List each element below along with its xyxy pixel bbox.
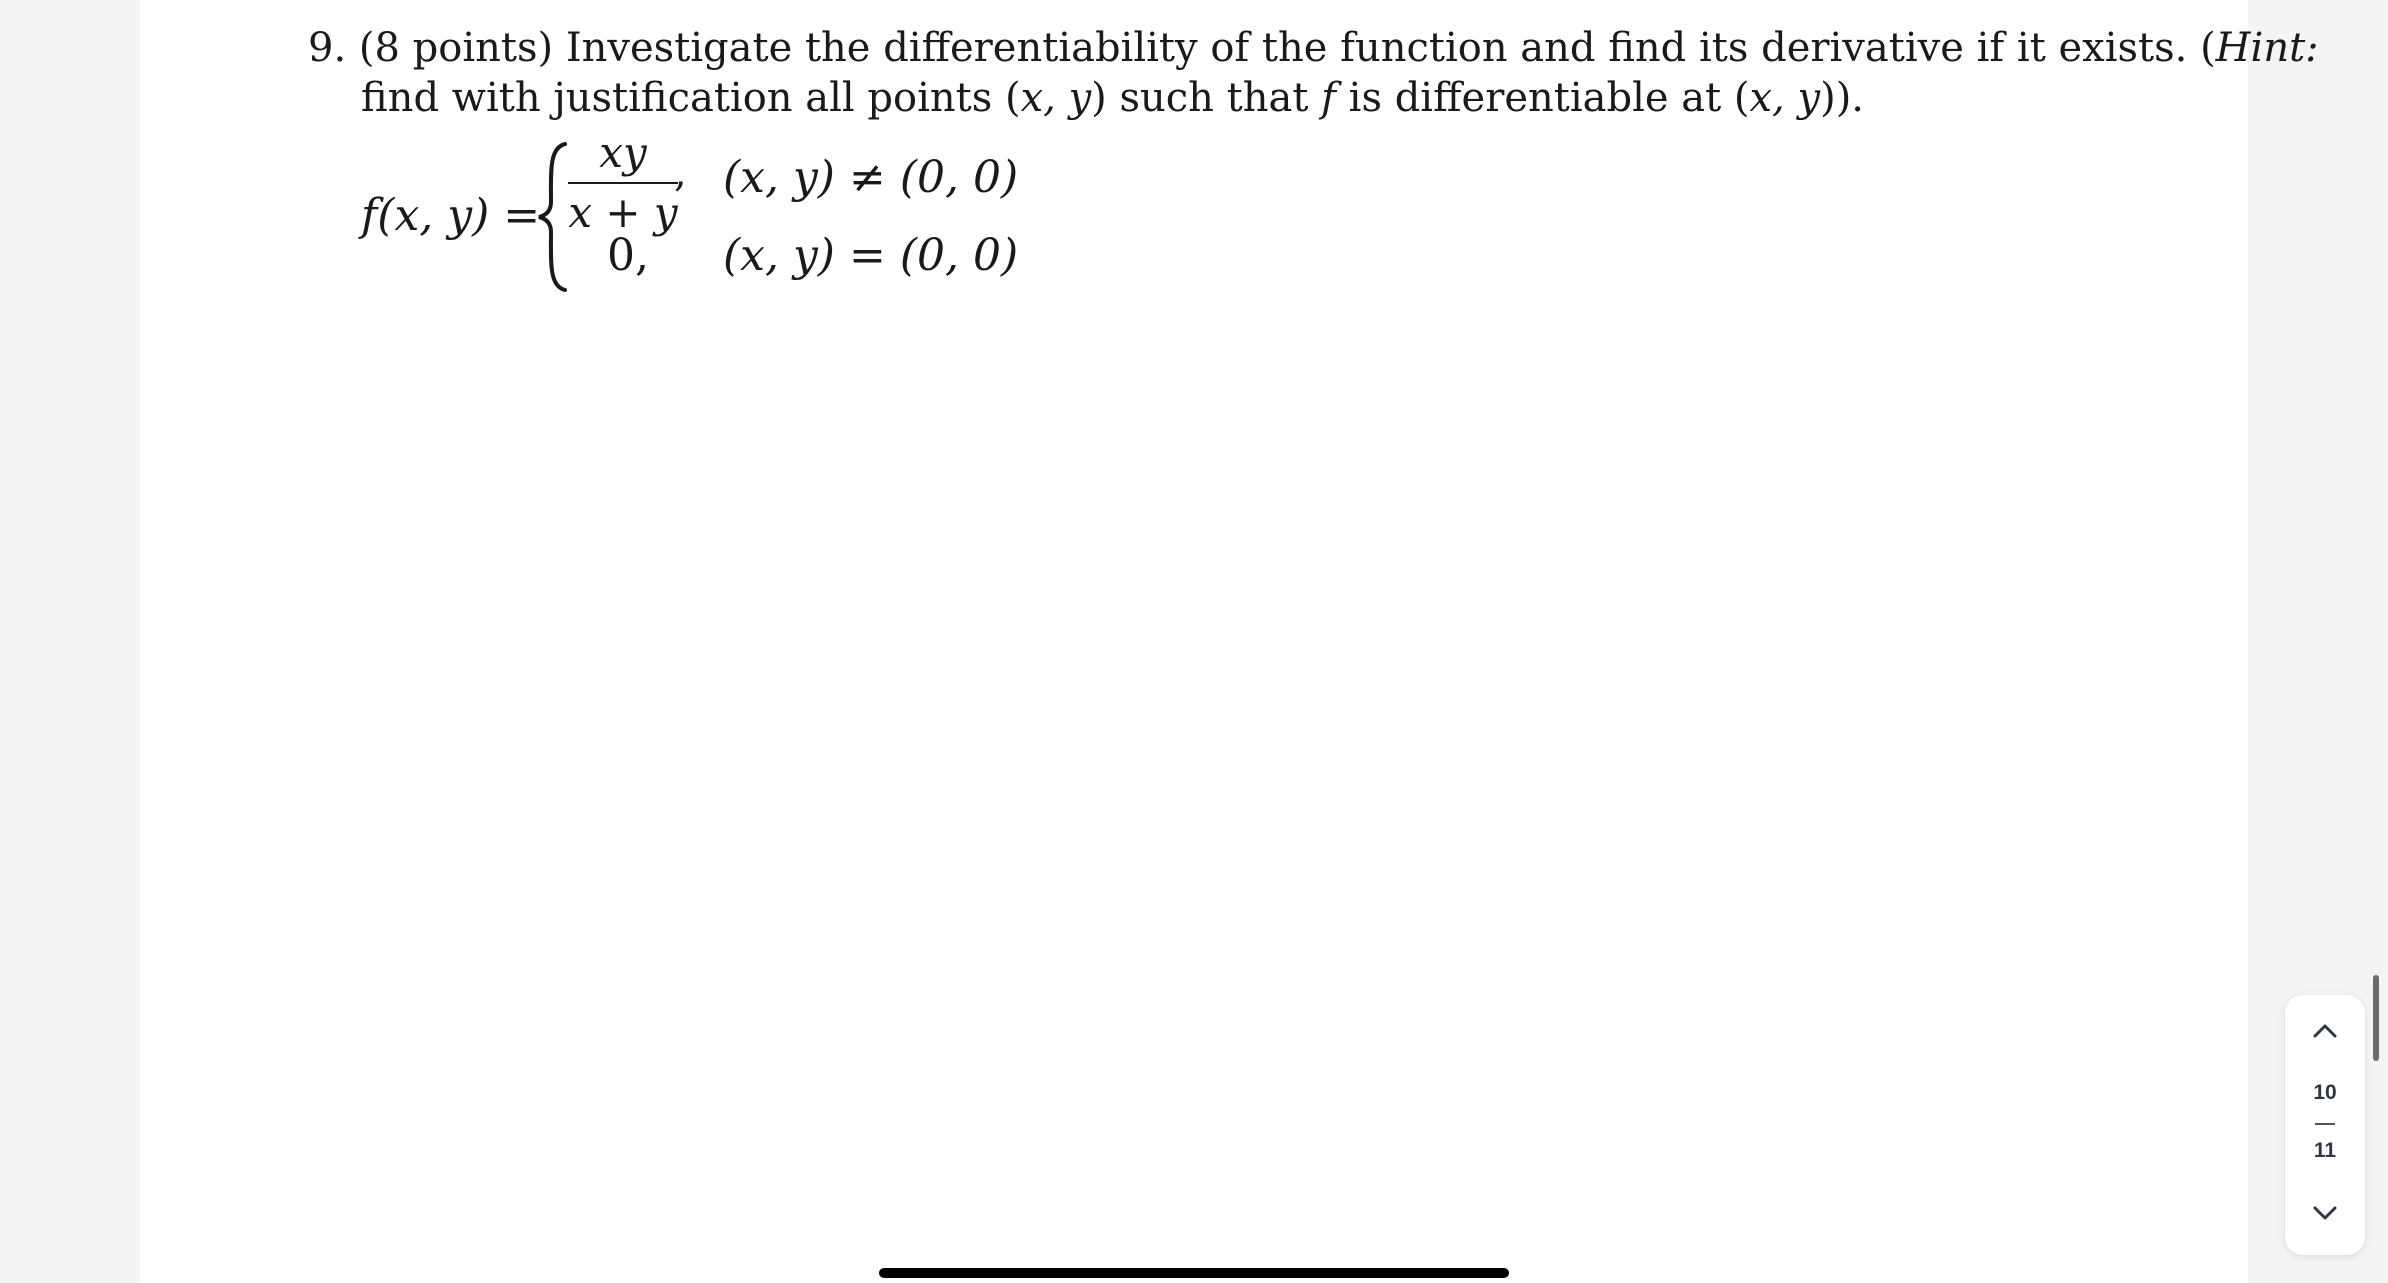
question-text-part4: )). [1820, 75, 1865, 121]
question-line-1 [308, 22, 2319, 74]
fraction-numerator: xy [599, 128, 647, 177]
case2-value: 0, [607, 230, 649, 281]
fraction-bar [568, 182, 678, 184]
fraction-comma: , [674, 150, 687, 196]
variable-xy: x, y [1020, 75, 1092, 121]
case1-condition: (x, y) ≠ (0, 0) [723, 152, 1019, 203]
variable-f: f [1321, 75, 1336, 121]
scrollbar-thumb[interactable] [2373, 975, 2379, 1061]
question-text-part2: ) such that [1091, 75, 1322, 121]
page-navigator [2285, 995, 2365, 1255]
home-indicator[interactable] [879, 1268, 1509, 1278]
question-line-2 [361, 72, 1864, 124]
function-lhs: f(x, y) = [361, 190, 541, 241]
page-divider [2315, 1123, 2335, 1125]
left-brace [535, 142, 571, 292]
current-page-number: 10 [2313, 1081, 2337, 1104]
fraction [568, 128, 678, 238]
total-page-number: 11 [2313, 1139, 2337, 1162]
fraction-denominator: x + y [568, 188, 678, 237]
question-text-part3: is differentiable at ( [1335, 75, 1750, 121]
hint-label: Hint: [2215, 25, 2319, 71]
question-text: Investigate the differentiability of the function and find its derivative if it exists. ( [565, 25, 2216, 71]
question-text-part1: find with justification all points ( [361, 75, 1021, 121]
document-page [140, 0, 2319, 1283]
case2-condition: (x, y) = (0, 0) [723, 230, 1019, 281]
question-number: 9. [308, 25, 347, 71]
question-points: (8 points) [358, 25, 554, 71]
chevron-down-icon[interactable] [2307, 1195, 2343, 1231]
chevron-up-icon[interactable] [2307, 1013, 2343, 1049]
variable-xy-2: x, y [1749, 75, 1821, 121]
